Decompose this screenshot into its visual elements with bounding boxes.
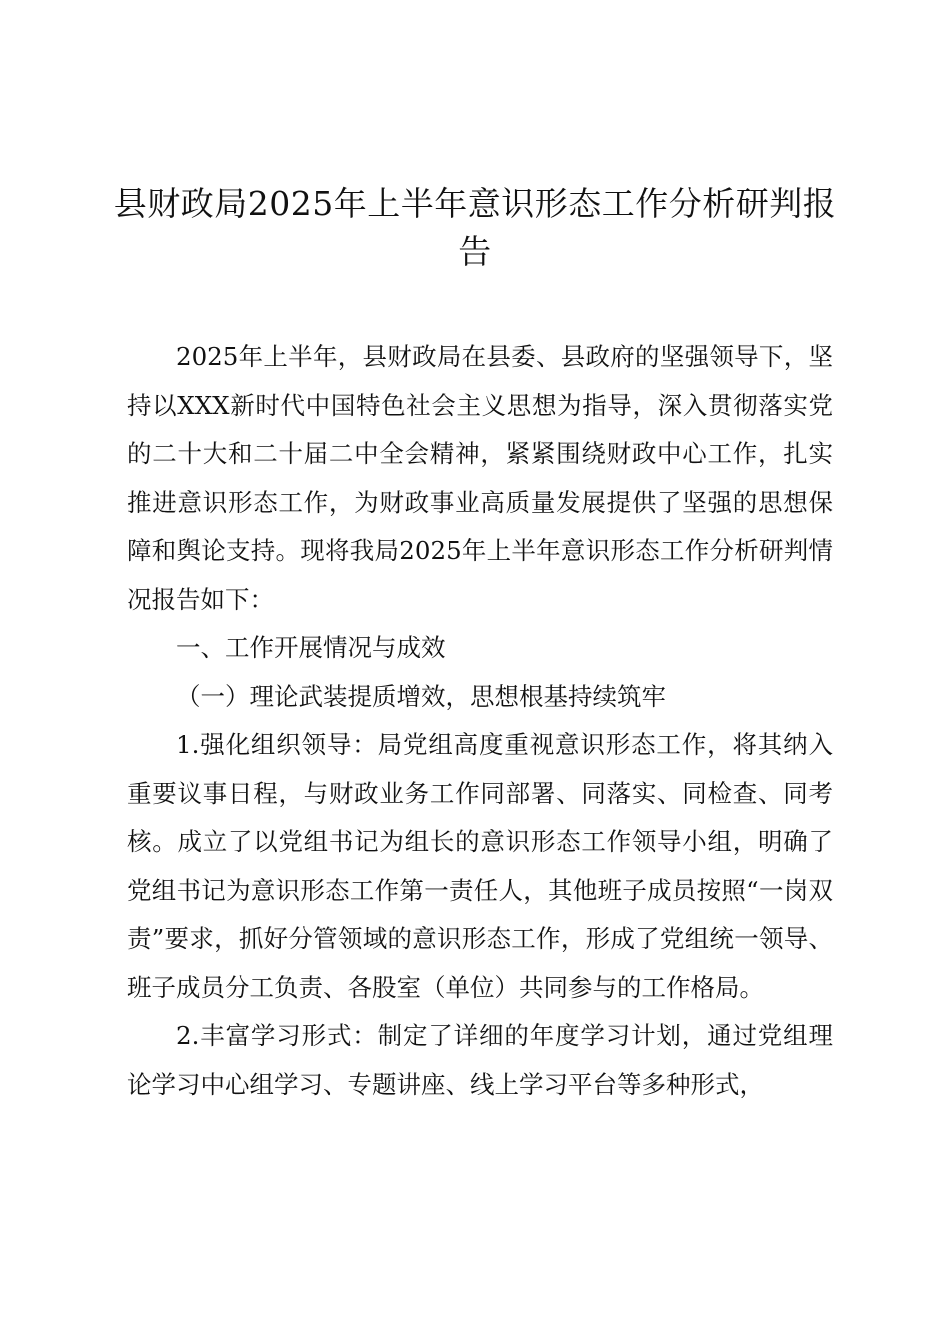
item-paragraph-2: 2.丰富学习形式：制定了详细的年度学习计划，通过党组理论学习中心组学习、专题讲座、线上学习平台等多种形式， — [127, 1021, 833, 1099]
subsection-heading: （一）理论武装提质增效，思想根基持续筑牢 — [176, 681, 666, 711]
document-body — [127, 333, 833, 1109]
item-paragraph-1: 1.强化组织领导：局党组高度重视意识形态工作，将其纳入重要议事日程，与财政业务工作同部署、同落实、同检查、同考核。成立了以党组书记为组长的意识形态工作领导小组，明确了党组书记为意识形态工作第一责任人，其他班子成员按照“一岗双责”要求，抓好分管领域的意识形态工作，形成了党组统一领导、班子成员分工负责、各股室（单位）共同参与的工作格局。 — [127, 730, 833, 1002]
document-title: 县财政局2025年上半年意识形态工作分析研判报告 — [113, 184, 837, 271]
intro-paragraph: 2025年上半年，县财政局在县委、县政府的坚强领导下，坚持以XXX新时代中国特色社会主义思想为指导，深入贯彻落实党的二十大和二十届二中全会精神，紧紧围绕财政中心工作，扎实推进意识形态工作，为财政事业高质量发展提供了坚强的思想保障和舆论支持。现将我局2025年上半年意识形态工作分析研判情况报告如下： — [127, 342, 833, 614]
section-heading: 一、工作开展情况与成效 — [176, 633, 446, 662]
